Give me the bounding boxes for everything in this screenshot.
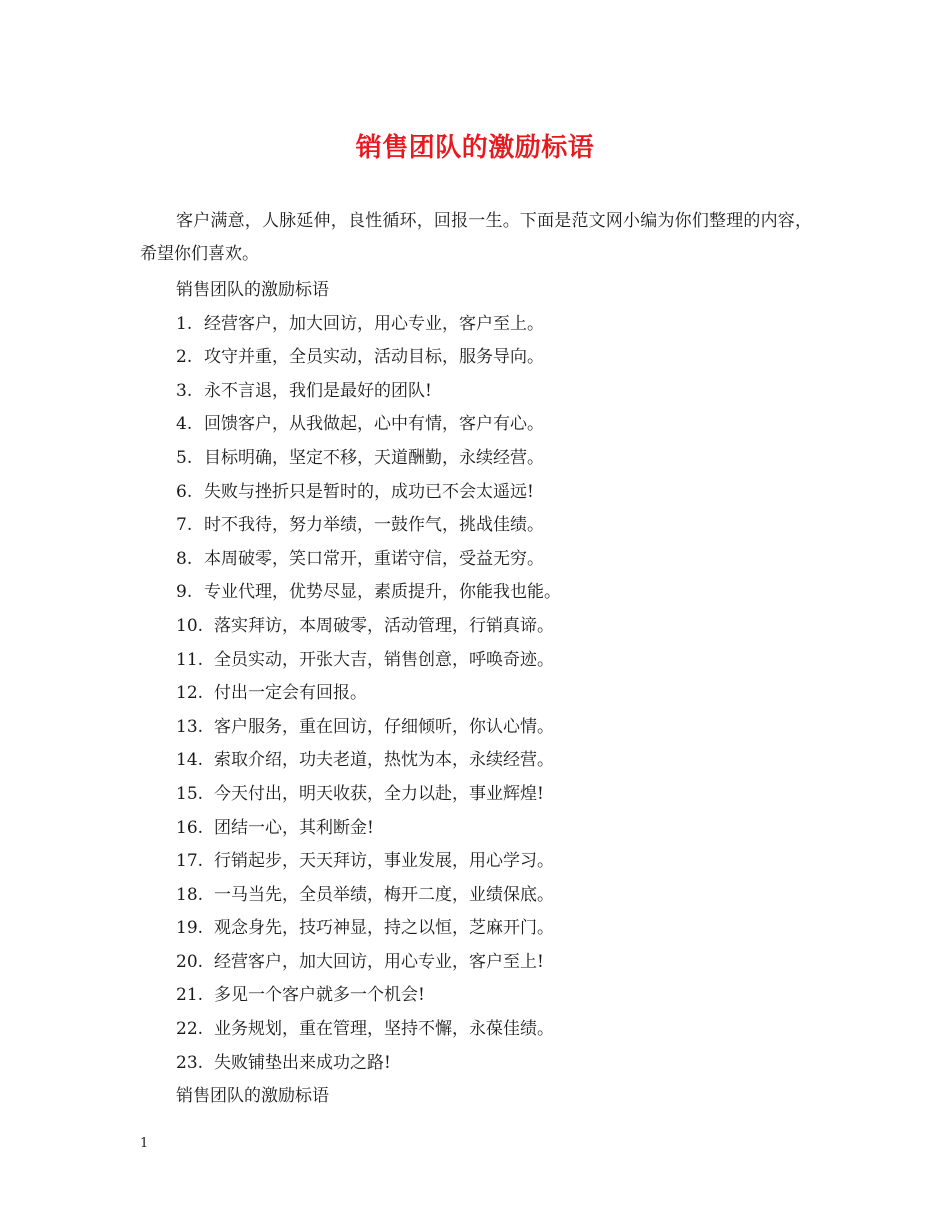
item-number: 6. [176, 481, 193, 502]
slogan-list [176, 274, 816, 1114]
list-item [176, 677, 816, 711]
list-item [176, 778, 816, 812]
list-item [176, 308, 816, 342]
list-item [176, 341, 816, 375]
item-number: 4. [176, 414, 193, 435]
item-number: 19. [176, 918, 204, 939]
item-text: 专业代理，优势尽显，素质提升，你能我也能。 [204, 582, 561, 603]
list-item [176, 375, 816, 409]
item-text: 业务规划，重在管理，坚持不懈，永葆佳绩。 [214, 1019, 554, 1040]
item-text: 索取介绍，功夫老道，热忱为本，永续经营。 [214, 750, 554, 771]
item-number: 18. [176, 884, 204, 905]
list-item [176, 912, 816, 946]
item-number: 22. [176, 1019, 204, 1040]
item-number: 21. [176, 985, 204, 1006]
item-text: 落实拜访，本周破零，活动管理，行销真谛。 [214, 615, 554, 636]
item-number: 2. [176, 347, 193, 368]
item-text: 团结一心，其利断金! [214, 817, 374, 838]
item-number: 7. [176, 515, 193, 536]
item-number: 20. [176, 951, 204, 972]
item-number: 12. [176, 683, 204, 704]
item-text: 时不我待，努力举绩，一鼓作气，挑战佳绩。 [204, 515, 544, 536]
item-number: 23. [176, 1052, 204, 1073]
item-number: 11. [176, 649, 204, 670]
item-number: 1. [176, 313, 193, 334]
list-item [176, 576, 816, 610]
list-item [176, 610, 816, 644]
item-text: 失败铺垫出来成功之路! [214, 1052, 391, 1073]
item-number: 14. [176, 750, 204, 771]
item-text: 今天付出，明天收获，全力以赴，事业辉煌! [214, 783, 544, 804]
item-text: 回馈客户，从我做起，心中有情，客户有心。 [204, 414, 544, 435]
page-number: 1 [140, 1136, 149, 1151]
list-item [176, 744, 816, 778]
list-item [176, 979, 816, 1013]
list-item [176, 845, 816, 879]
section-heading: 销售团队的激励标语 [176, 280, 329, 300]
item-text: 全员实动，开张大吉，销售创意，呼唤奇迹。 [214, 649, 554, 670]
item-number: 15. [176, 783, 204, 804]
item-text: 目标明确，坚定不移，天道酬勤，永续经营。 [204, 447, 544, 468]
item-text: 攻守并重，全员实动，活动目标，服务导向。 [204, 347, 544, 368]
section-heading: 销售团队的激励标语 [176, 1086, 329, 1107]
list-item [176, 1047, 816, 1081]
list-item [176, 711, 816, 745]
item-number: 5. [176, 447, 193, 468]
item-text: 经营客户，加大回访，用心专业，客户至上。 [204, 313, 544, 334]
item-number: 17. [176, 851, 204, 872]
list-item [176, 946, 816, 980]
item-text: 本周破零，笑口常开，重诺守信，受益无穷。 [204, 548, 544, 569]
item-number: 10. [176, 615, 204, 636]
item-text: 付出一定会有回报。 [214, 683, 367, 704]
list-item [176, 1013, 816, 1047]
item-text: 观念身先，技巧神显，持之以恒，芝麻开门。 [214, 918, 554, 939]
intro-paragraph: 客户满意，人脉延伸，良性循环，回报一生。下面是范文网小编为你们整理的内容，希望你们喜欢。 [140, 211, 812, 264]
item-text: 多见一个客户就多一个机会! [214, 985, 425, 1006]
list-item [176, 644, 816, 678]
list-item [176, 543, 816, 577]
item-text: 经营客户，加大回访，用心专业，客户至上! [214, 951, 544, 972]
item-text: 行销起步，天天拜访，事业发展，用心学习。 [214, 851, 554, 872]
list-item [176, 879, 816, 913]
item-number: 8. [176, 548, 193, 569]
item-number: 9. [176, 582, 193, 603]
item-text: 失败与挫折只是暂时的，成功已不会太遥远! [204, 481, 534, 502]
list-item [176, 509, 816, 543]
item-number: 16. [176, 817, 204, 838]
list-item [176, 476, 816, 510]
list-item [176, 442, 816, 476]
item-text: 永不言退，我们是最好的团队! [204, 380, 432, 401]
item-number: 3. [176, 380, 193, 401]
list-item [176, 408, 816, 442]
item-text: 客户服务，重在回访，仔细倾听，你认心情。 [214, 716, 554, 737]
list-item [176, 812, 816, 846]
item-text: 一马当先，全员举绩，梅开二度，业绩保底。 [214, 884, 554, 905]
item-number: 13. [176, 716, 204, 737]
document-title: 销售团队的激励标语 [355, 133, 595, 163]
